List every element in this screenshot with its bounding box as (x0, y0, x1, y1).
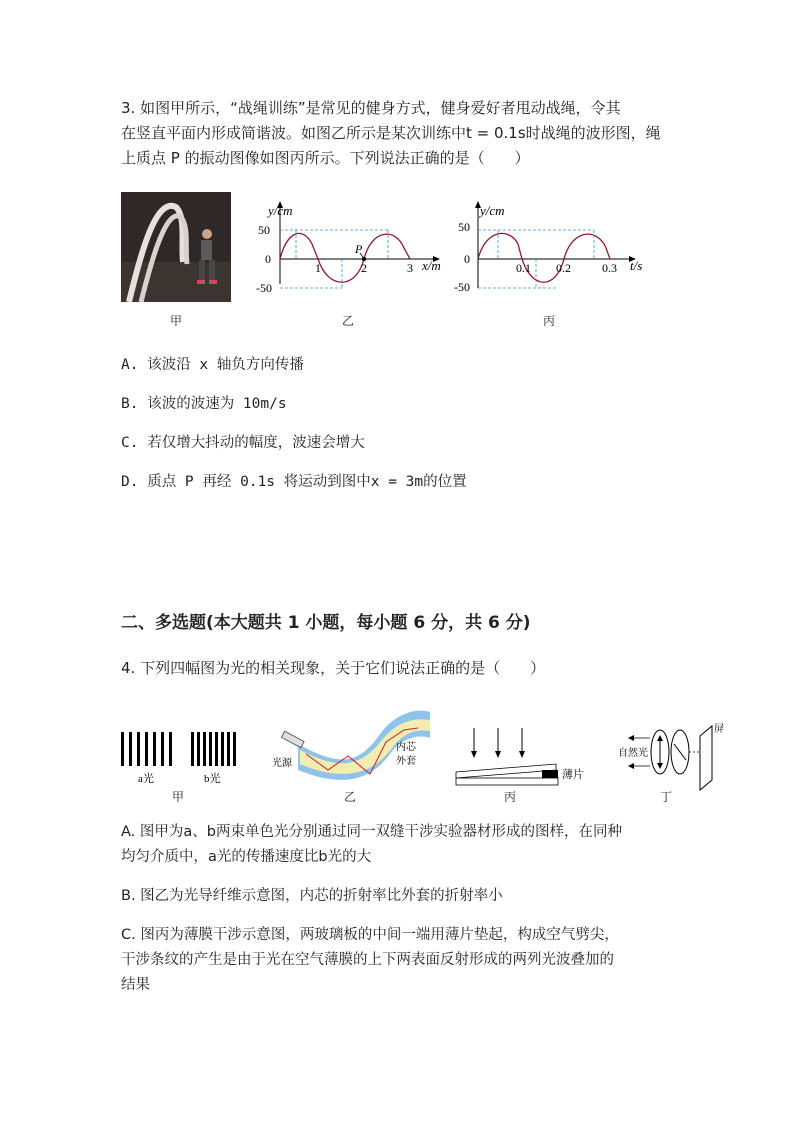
polarization-diagram (616, 718, 726, 794)
fringes-b (191, 732, 236, 766)
source-label: 光源 (272, 758, 292, 769)
b-light-label: b光 (204, 773, 221, 785)
cladding-label: 外套 (396, 756, 416, 767)
fringes-a (121, 732, 172, 766)
lower-glass-plate (456, 778, 558, 785)
x-tick-1: 1 (315, 261, 321, 275)
optical-fiber (268, 694, 438, 794)
y-tick-50: 50 (458, 220, 470, 234)
t-tick-03: 0.3 (602, 261, 617, 275)
caption-yi: 乙 (341, 314, 354, 328)
q3-option-c: C. 若仅增大抖动的幅度，波速会增大 (121, 435, 365, 451)
a-light-label: a光 (138, 773, 154, 785)
x-tick-2: 2 (361, 261, 367, 275)
caption-jia-4: 甲 (171, 790, 184, 804)
point-p-label: P (355, 242, 363, 256)
thin-film-wedge (452, 724, 592, 790)
q4-option-a-line1: A. 图甲为a、b两束单色光分别通过同一双缝干涉实验器材形成的图样，在同种 (121, 824, 622, 840)
q3-stem-line2: 在竖直平面内形成简谐波。如图乙所示是某次训练中t = 0.1s时战绳的波形图，绳 (121, 124, 661, 142)
thin-sheet (542, 770, 558, 778)
interference-fringes (118, 728, 248, 788)
battle-rope-photo (121, 192, 231, 302)
y-tick-neg50: -50 (454, 280, 470, 294)
vibration-graph-bing (452, 198, 652, 308)
x-axis-label: x/m (422, 258, 441, 273)
thin-sheet-label: 薄片 (562, 769, 584, 781)
battle-rope-illustration (121, 192, 231, 302)
q4-option-a-line2: 均匀介质中，a光的传播速度比b光的大 (121, 849, 372, 865)
wave-curve (280, 233, 410, 282)
y-tick-neg50: -50 (256, 281, 272, 295)
q3-stem-line3: 上质点 P 的振动图像如图丙所示。下列说法正确的是（ ） (121, 149, 530, 167)
q3-stem-line1: 3. 如图甲所示，“战绳训练”是常见的健身方式，健身爱好者甩动战绳，令其 (121, 99, 621, 117)
q4-option-b: B. 图乙为光导纤维示意图，内芯的折射率比外套的折射率小 (121, 888, 503, 904)
y-axis-label: y/cm (480, 203, 505, 218)
caption-bing: 丙 (542, 314, 555, 328)
y-tick-50: 50 (258, 223, 270, 237)
screen-label: 屏 (714, 724, 724, 735)
screen (700, 726, 712, 790)
caption-bing-4: 丙 (503, 790, 516, 804)
q3-option-d: D. 质点 P 再经 0.1s 将运动到图中x = 3m的位置 (121, 474, 467, 490)
q4-option-c-line1: C. 图丙为薄膜干涉示意图，两玻璃板的中间一端用薄片垫起，构成空气劈尖， (121, 927, 619, 943)
q3-option-a: A. 该波沿 x 轴负方向传播 (121, 357, 304, 373)
x-tick-3: 3 (407, 261, 413, 275)
y-axis-label: y/cm (268, 203, 293, 218)
light-source (281, 731, 304, 748)
wave-graph-yi (256, 198, 450, 308)
natural-light-label: 自然光 (618, 748, 648, 759)
core-label: 内芯 (396, 742, 416, 753)
caption-yi-4: 乙 (343, 790, 356, 804)
q4-stem: 4. 下列四幅图为光的相关现象，关于它们说法正确的是（ ） (121, 659, 546, 677)
caption-jia: 甲 (169, 314, 182, 328)
y-tick-0: 0 (464, 252, 470, 266)
t-axis-label: t/s (630, 258, 643, 273)
q4-option-c-line2: 干涉条纹的产生是由于光在空气薄膜的上下两表面反射形成的两列光波叠加的 (121, 952, 614, 968)
t-tick-01: 0.1 (516, 261, 531, 275)
caption-ding-4: 丁 (659, 790, 672, 804)
upper-glass-plate (456, 764, 556, 778)
t-tick-02: 0.2 (556, 261, 571, 275)
q3-option-b: B. 该波的波速为 10m/s (121, 396, 287, 412)
y-tick-0: 0 (265, 252, 271, 266)
section-heading: 二、多选题(本大题共 1 小题，每小题 6 分，共 6 分) (121, 613, 531, 633)
q4-option-c-line3: 结果 (121, 977, 150, 993)
